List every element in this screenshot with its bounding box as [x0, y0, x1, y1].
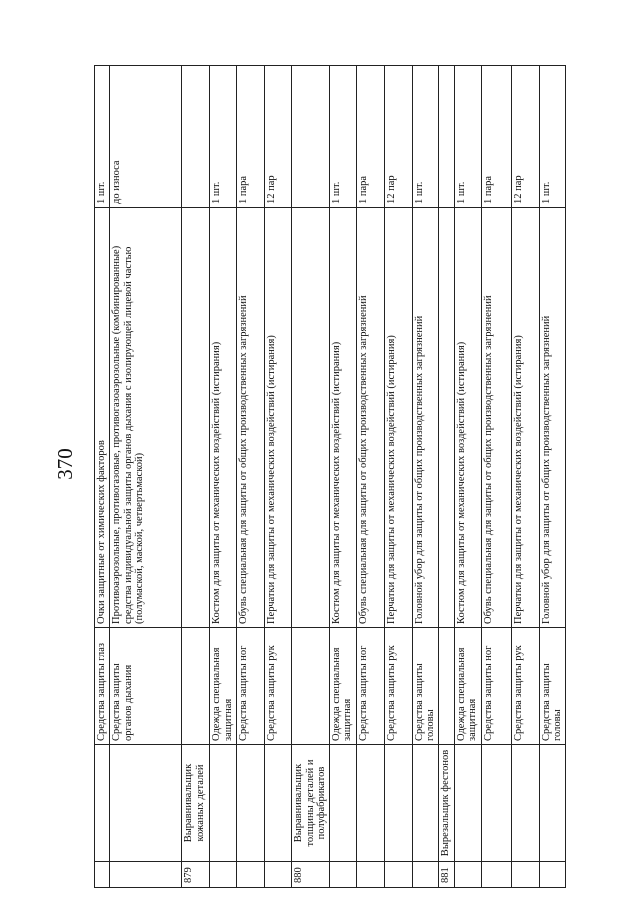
- ppe-category-cell: Средства защиты головы: [539, 628, 565, 745]
- issue-norm-cell: [292, 66, 330, 208]
- ppe-item-cell: Обувь специальная для защиты от общих производственных загрязнений: [356, 208, 384, 628]
- ppe-category-cell: [438, 628, 454, 745]
- issue-norm-cell: 1 пара: [237, 66, 265, 208]
- ppe-item-cell: [292, 208, 330, 628]
- issue-norm-cell: 1 пара: [356, 66, 384, 208]
- row-number-cell: [356, 862, 384, 888]
- profession-name: Выравнивальщик толщины деталей и полуфабрикатов: [293, 759, 327, 847]
- ppe-category-cell: Средства защиты головы: [412, 628, 438, 745]
- row-number-cell: 879: [182, 862, 210, 888]
- ppe-item-cell: Перчатки для защиты от механических воздействий (истирания): [511, 208, 539, 628]
- issue-norm-cell: 12 пар: [265, 66, 292, 208]
- table-row: [384, 66, 412, 888]
- ppe-category-cell: Средства защиты глаз: [95, 628, 110, 745]
- ppe-category-cell: Одежда специальная защитная: [329, 628, 356, 745]
- ppe-category-cell: [292, 628, 330, 745]
- row-number-cell: [110, 862, 182, 888]
- ppe-item-cell: [182, 208, 210, 628]
- page-number: 370: [53, 448, 77, 480]
- profession-cell: [95, 745, 110, 862]
- issue-norm-cell: 1 шт.: [412, 66, 438, 208]
- ppe-category-cell: Одежда специальная защитная: [454, 628, 481, 745]
- ppe-item-cell: Костюм для защиты от механических воздействий (истирания): [454, 208, 481, 628]
- ppe-category-cell: Средства защиты рук: [511, 628, 539, 745]
- profession-cell: [292, 745, 330, 862]
- ppe-category-cell: Средства защиты органов дыхания: [110, 628, 182, 745]
- ppe-table-frame: [94, 66, 563, 888]
- ppe-item-cell: Костюм для защиты от механических воздействий (истирания): [329, 208, 356, 628]
- issue-norm-cell: 12 пар: [384, 66, 412, 208]
- issue-norm-cell: 12 пар: [511, 66, 539, 208]
- issue-norm-cell: [182, 66, 210, 208]
- row-number-cell: [539, 862, 565, 888]
- ppe-category-cell: [182, 628, 210, 745]
- profession-cell: [454, 745, 481, 862]
- row-number-cell: 880: [292, 862, 330, 888]
- issue-norm-cell: 1 шт.: [210, 66, 237, 208]
- ppe-item-cell: Обувь специальная для защиты от общих производственных загрязнений: [237, 208, 265, 628]
- ppe-category-cell: Средства защиты рук: [384, 628, 412, 745]
- table-row: [329, 66, 356, 888]
- row-number-cell: 881: [438, 862, 454, 888]
- ppe-item-cell: Очки защитные от химических факторов: [95, 208, 110, 628]
- profession-name: Вырезальщик фестонов: [439, 749, 451, 857]
- row-number-cell: [384, 862, 412, 888]
- table-row: [292, 66, 330, 888]
- issue-norm-cell: 1 шт.: [539, 66, 565, 208]
- table-row: [511, 66, 539, 888]
- table-row: [237, 66, 265, 888]
- table-row: [539, 66, 565, 888]
- ppe-item-cell: Головной убор для защиты от общих производственных загрязнений: [539, 208, 565, 628]
- table-row: [438, 66, 454, 888]
- row-number-cell: [329, 862, 356, 888]
- issue-norm-cell: 1 шт.: [95, 66, 110, 208]
- ppe-category-cell: Средства защиты ног: [237, 628, 265, 745]
- row-number-cell: [511, 862, 539, 888]
- ppe-item-cell: Обувь специальная для защиты от общих производственных загрязнений: [481, 208, 511, 628]
- row-number-cell: [265, 862, 292, 888]
- ppe-category-cell: Средства защиты ног: [356, 628, 384, 745]
- ppe-category-cell: Средства защиты ног: [481, 628, 511, 745]
- row-number-cell: [210, 862, 237, 888]
- ppe-item-cell: [438, 208, 454, 628]
- profession-cell: [210, 745, 237, 862]
- profession-cell: [356, 745, 384, 862]
- issue-norm-cell: до износа: [110, 66, 182, 208]
- ppe-category-cell: Одежда специальная защитная: [210, 628, 237, 745]
- table-row: [95, 66, 110, 888]
- profession-cell: [237, 745, 265, 862]
- table-row: [265, 66, 292, 888]
- profession-cell: [384, 745, 412, 862]
- profession-cell: [438, 745, 454, 862]
- row-number-cell: [412, 862, 438, 888]
- row-number-cell: [481, 862, 511, 888]
- table-row: [356, 66, 384, 888]
- ppe-item-cell: Перчатки для защиты от механических воздействий (истирания): [265, 208, 292, 628]
- row-number-cell: [454, 862, 481, 888]
- profession-cell: [182, 745, 210, 862]
- profession-cell: [481, 745, 511, 862]
- table-row: [412, 66, 438, 888]
- table-row: [182, 66, 210, 888]
- table-row: [210, 66, 237, 888]
- ppe-norms-table: [94, 65, 566, 888]
- table-row: [481, 66, 511, 888]
- profession-cell: [110, 745, 182, 862]
- ppe-category-cell: Средства защиты рук: [265, 628, 292, 745]
- ppe-item-cell: Костюм для защиты от механических воздействий (истирания): [210, 208, 237, 628]
- ppe-item-cell: Головной убор для защиты от общих производственных загрязнений: [412, 208, 438, 628]
- profession-cell: [511, 745, 539, 862]
- row-number-cell: [95, 862, 110, 888]
- profession-cell: [412, 745, 438, 862]
- profession-cell: [539, 745, 565, 862]
- ppe-item-cell: Противоаэрозольные, противогазовые, противогазоаэрозольные (комбинированные) средства индивидуальной защиты органов дыхания с изолирующей лицевой частью (полумаской, маской, четвертьмаской): [110, 208, 182, 628]
- table-row: [110, 66, 182, 888]
- table-row: [454, 66, 481, 888]
- profession-cell: [329, 745, 356, 862]
- issue-norm-cell: 1 шт.: [454, 66, 481, 208]
- profession-cell: [265, 745, 292, 862]
- row-number-cell: [237, 862, 265, 888]
- issue-norm-cell: 1 пара: [481, 66, 511, 208]
- ppe-table-rotated: [94, 66, 563, 888]
- issue-norm-cell: [438, 66, 454, 208]
- ppe-item-cell: Перчатки для защиты от механических воздействий (истирания): [384, 208, 412, 628]
- issue-norm-cell: 1 шт.: [329, 66, 356, 208]
- ppe-table-body: [95, 66, 566, 888]
- profession-name: Выравнивальщик кожаных деталей: [183, 763, 206, 843]
